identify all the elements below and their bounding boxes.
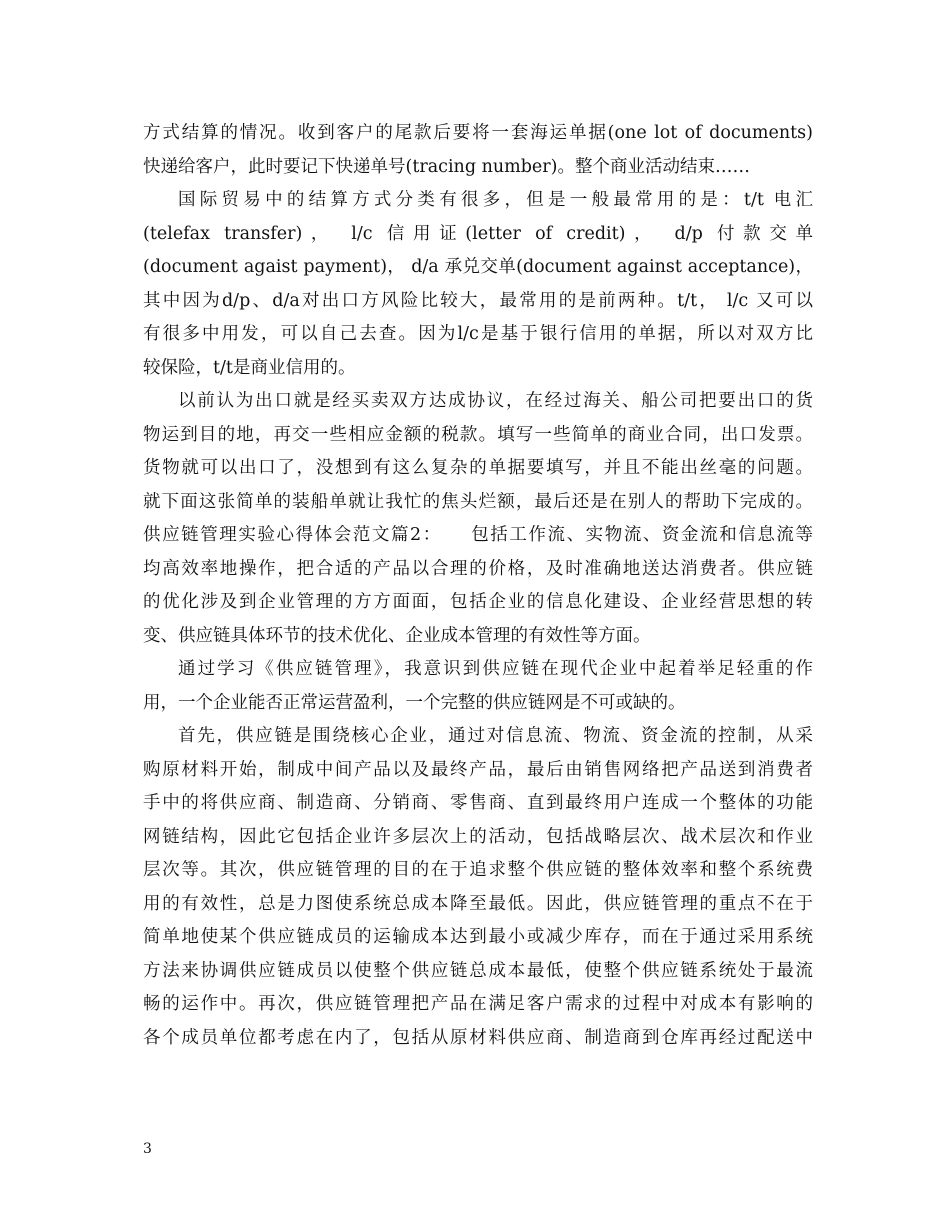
text-line: 就下面这张简单的装船单就让我忙的焦头烂额，最后还是在别人的帮助下完成的。 [143,491,813,512]
text-line: 手中的将供应商、制造商、分销商、零售商、直到最终用户连成一个整体的功能 [143,793,813,813]
text-line: 通过学习《供应链管理》，我意识到供应链在现代企业中起着举足轻重的作 [178,659,813,679]
text-line: 物运到目的地，再交一些相应金额的税款。填写一些简单的商业合同，出口发票。 [143,424,813,445]
text-line: 供应链管理实验心得体会范文篇2： 包括工作流、实物流、资金流和信息流等 [143,525,813,545]
text-line: 方法来协调供应链成员以使整个供应链总成本最低，使整个供应链系统处于最流 [143,960,813,981]
text-line: (telefax transfer)， l/c 信用证(letter of credit)， d/p 付款交单 [143,223,813,244]
text-line: 各个成员单位都考虑在内了，包括从原材料供应商、制造商到仓库再经过配送中 [143,1027,813,1048]
text-line: 网链结构，因此它包括企业许多层次上的活动，包括战略层次、战术层次和作业 [143,826,813,847]
text-line: 变、供应链具体环节的技术优化、企业成本管理的有效性等方面。 [143,625,651,646]
text-line: 用的有效性，总是力图使系统总成本降至最低。因此，供应链管理的重点不在于 [143,893,813,914]
text-line: 有很多中用发，可以自己去查。因为l/c是基于银行信用的单据，所以对双方比 [143,324,813,344]
text-line: 首先，供应链是围绕核心企业，通过对信息流、物流、资金流的控制，从采 [178,726,813,746]
text-line: (document agaist payment)， d/a 承兑交单(document against acceptance)， [143,257,813,277]
text-line: 较保险，t/t是商业信用的。 [143,357,356,378]
text-line: 快递给客户，此时要记下快递单号(tracing number)。整个商业活动结束…… [143,156,750,177]
text-line: 用，一个企业能否正常运营盈利，一个完整的供应链网是不可或缺的。 [143,692,686,713]
text-line: 均高效率地操作，把合适的产品以合理的价格，及时准确地送达消费者。供应链 [143,558,813,579]
page-number: 3 [143,1141,152,1157]
text-line: 方式结算的情况。收到客户的尾款后要将一套海运单据(one lot of documents) [143,123,813,143]
text-line: 以前认为出口就是经买卖双方达成协议，在经过海关、船公司把要出口的货 [178,391,813,411]
text-line: 国际贸易中的结算方式分类有很多，但是一般最常用的是：t/t 电汇 [178,190,813,210]
document-body [143,117,813,1055]
text-line: 的优化涉及到企业管理的方方面面，包括企业的信息化建设、企业经营思想的转 [143,592,813,612]
text-line: 层次等。其次，供应链管理的目的在于追求整个供应链的整体效率和整个系统费 [143,860,813,880]
text-line: 货物就可以出口了，没想到有这么复杂的单据要填写，并且不能出丝毫的问题。 [143,458,813,478]
text-line: 购原材料开始，制成中间产品以及最终产品，最后由销售网络把产品送到消费者 [143,759,813,780]
text-line: 简单地使某个供应链成员的运输成本达到最小或减少库存，而在于通过采用系统 [143,927,813,947]
text-line: 其中因为d/p、d/a对出口方风险比较大，最常用的是前两种。t/t， l/c 又可以 [143,290,813,311]
text-line: 畅的运作中。再次，供应链管理把产品在满足客户需求的过程中对成本有影响的 [143,994,813,1014]
